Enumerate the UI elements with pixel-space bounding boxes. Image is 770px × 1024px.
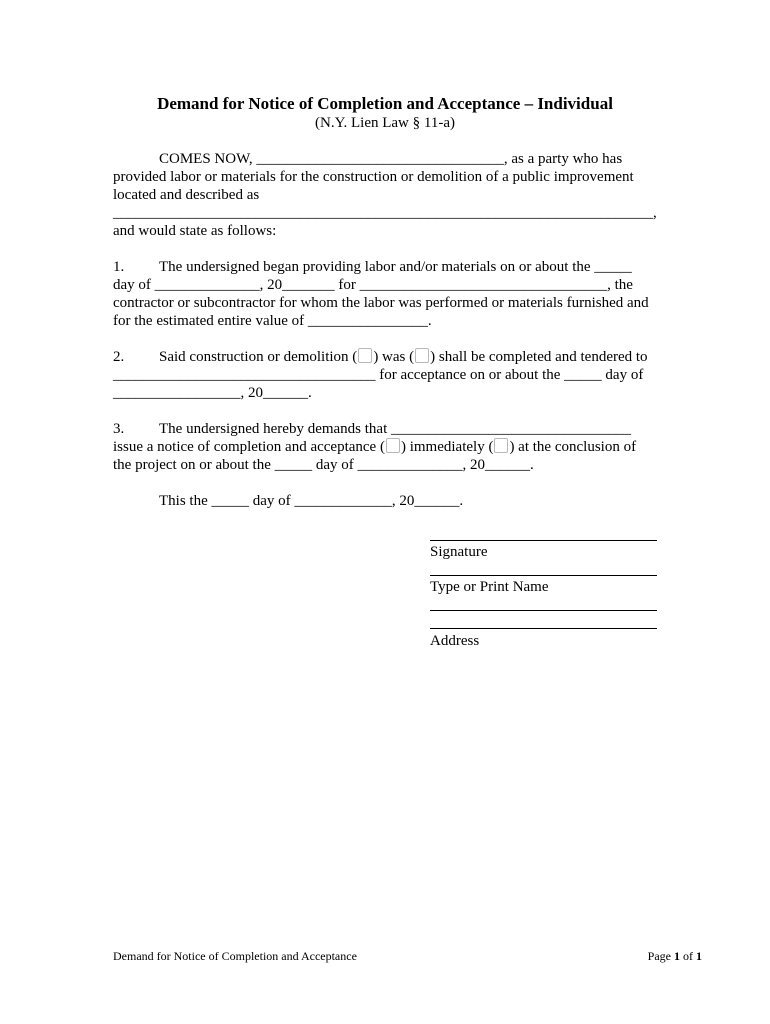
intro-line: provided labor or materials for the construction or demolition of a public improvement [113,169,634,185]
paragraph-3-line: issue a notice of completion and acceptance ( ) immediately ( ) at the conclusion of [113,439,637,455]
shall-be-checkbox[interactable] [415,348,429,363]
document-body [113,150,658,510]
paragraph-1-line: 1. The undersigned began providing labor and/or materials on or about the _____ [113,259,632,275]
paragraph-number: 1. [113,259,125,275]
immediately-checkbox[interactable] [386,438,400,453]
address-line-1[interactable] [430,610,657,611]
signature-line[interactable] [430,540,657,541]
address-label: Address [430,633,480,649]
intro-line: and would state as follows: [113,223,277,239]
address-line-2[interactable] [430,628,657,629]
paragraph-1-line: contractor or subcontractor for whom the labor was performed or materials furnished and [113,295,649,311]
was-checkbox[interactable] [358,348,372,363]
paragraph-number: 2. [113,349,125,365]
print-name-line[interactable] [430,575,657,576]
paragraph-1-line: day of ______________, 20_______ for _________________________________, the [113,277,633,293]
paragraph-2-line: _________________, 20______. [113,385,312,401]
paragraph-1-line: for the estimated entire value of ________________. [113,313,432,329]
intro-line: ________________________________________________________________________, [113,205,657,221]
intro-line: located and described as [113,187,260,203]
document-title: Demand for Notice of Completion and Acceptance – Individual [157,94,613,113]
signature-label: Signature [430,544,488,560]
page-number: Page 1 of 1 [647,949,702,963]
paragraph-number: 3. [113,421,125,437]
conclusion-checkbox[interactable] [494,438,508,453]
intro-line: COMES NOW, _________________________________, as a party who has [159,151,623,167]
paragraph-2-line: 2. Said construction or demolition ( ) was ( ) shall be completed and tendered to [113,349,648,365]
document-subtitle: (N.Y. Lien Law § 11-a) [315,115,455,131]
dated-line: This the _____ day of _____________, 20______. [159,493,464,509]
paragraph-3-line: the project on or about the _____ day of ______________, 20______. [113,457,534,473]
print-name-label: Type or Print Name [430,579,549,595]
footer-title: Demand for Notice of Completion and Acceptance [113,949,357,963]
paragraph-3-line: 3. The undersigned hereby demands that ________________________________ [113,421,632,437]
paragraph-2-line: ___________________________________ for acceptance on or about the _____ day of [113,367,644,383]
